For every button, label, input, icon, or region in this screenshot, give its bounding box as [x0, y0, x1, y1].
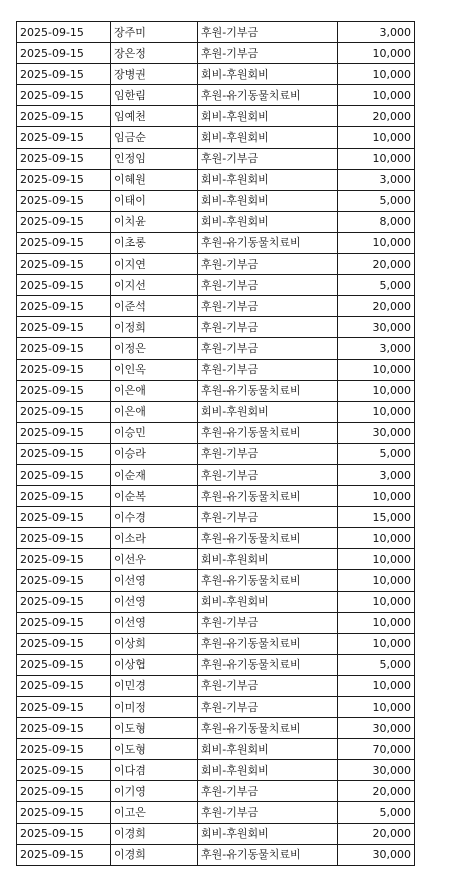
date-cell: 2025-09-15 — [17, 296, 111, 317]
donor-name-cell: 이수경 — [111, 507, 198, 528]
donation-type-cell: 회비-후원회비 — [198, 106, 338, 127]
donor-name-cell: 인정임 — [111, 148, 198, 169]
table-row — [17, 528, 415, 549]
donor-name-cell: 이도형 — [111, 718, 198, 739]
donation-type-cell: 후원-유기동물치료비 — [198, 422, 338, 443]
amount-cell: 10,000 — [338, 232, 415, 253]
table-row — [17, 169, 415, 190]
amount-cell: 10,000 — [338, 85, 415, 106]
donor-name-cell: 이미정 — [111, 697, 198, 718]
amount-cell: 20,000 — [338, 823, 415, 844]
donor-name-cell: 이고은 — [111, 802, 198, 823]
date-cell: 2025-09-15 — [17, 85, 111, 106]
table-row — [17, 254, 415, 275]
table-row — [17, 549, 415, 570]
donor-name-cell: 이초롱 — [111, 232, 198, 253]
donation-type-cell: 후원-유기동물치료비 — [198, 85, 338, 106]
date-cell: 2025-09-15 — [17, 254, 111, 275]
date-cell: 2025-09-15 — [17, 612, 111, 633]
donor-name-cell: 이선영 — [111, 612, 198, 633]
amount-cell: 3,000 — [338, 22, 415, 43]
donor-name-cell: 임한림 — [111, 85, 198, 106]
date-cell: 2025-09-15 — [17, 675, 111, 696]
donor-name-cell: 이민경 — [111, 675, 198, 696]
table-row — [17, 443, 415, 464]
donor-name-cell: 이기영 — [111, 781, 198, 802]
date-cell: 2025-09-15 — [17, 22, 111, 43]
table-row — [17, 338, 415, 359]
donor-name-cell: 이다겸 — [111, 760, 198, 781]
table-row — [17, 232, 415, 253]
table-row — [17, 675, 415, 696]
amount-cell: 10,000 — [338, 43, 415, 64]
donation-type-cell: 회비-후원회비 — [198, 64, 338, 85]
table-row — [17, 64, 415, 85]
date-cell: 2025-09-15 — [17, 401, 111, 422]
donor-name-cell: 이상희 — [111, 633, 198, 654]
amount-cell: 10,000 — [338, 64, 415, 85]
table-row — [17, 718, 415, 739]
date-cell: 2025-09-15 — [17, 697, 111, 718]
donor-name-cell: 이혜원 — [111, 169, 198, 190]
donor-name-cell: 이인옥 — [111, 359, 198, 380]
donation-type-cell: 후원-유기동물치료비 — [198, 570, 338, 591]
table-row — [17, 486, 415, 507]
donor-name-cell: 임예천 — [111, 106, 198, 127]
donor-name-cell: 이소라 — [111, 528, 198, 549]
date-cell: 2025-09-15 — [17, 275, 111, 296]
donor-name-cell: 이정은 — [111, 338, 198, 359]
donor-name-cell: 이경희 — [111, 844, 198, 865]
ledger-body — [17, 22, 415, 866]
amount-cell: 30,000 — [338, 317, 415, 338]
donation-type-cell: 후원-기부금 — [198, 697, 338, 718]
amount-cell: 30,000 — [338, 718, 415, 739]
donation-type-cell: 후원-유기동물치료비 — [198, 718, 338, 739]
date-cell: 2025-09-15 — [17, 718, 111, 739]
amount-cell: 5,000 — [338, 190, 415, 211]
table-row — [17, 739, 415, 760]
date-cell: 2025-09-15 — [17, 486, 111, 507]
donation-type-cell: 후원-기부금 — [198, 275, 338, 296]
donation-type-cell: 후원-기부금 — [198, 443, 338, 464]
donor-name-cell: 이지연 — [111, 254, 198, 275]
date-cell: 2025-09-15 — [17, 422, 111, 443]
donation-ledger-table — [16, 21, 415, 866]
donation-type-cell: 후원-유기동물치료비 — [198, 844, 338, 865]
donor-name-cell: 이태이 — [111, 190, 198, 211]
table-row — [17, 317, 415, 338]
amount-cell: 15,000 — [338, 507, 415, 528]
donation-type-cell: 회비-후원회비 — [198, 401, 338, 422]
amount-cell: 5,000 — [338, 275, 415, 296]
date-cell: 2025-09-15 — [17, 43, 111, 64]
donation-type-cell: 후원-기부금 — [198, 148, 338, 169]
date-cell: 2025-09-15 — [17, 507, 111, 528]
amount-cell: 10,000 — [338, 359, 415, 380]
amount-cell: 20,000 — [338, 106, 415, 127]
donation-type-cell: 후원-기부금 — [198, 338, 338, 359]
donation-type-cell: 후원-유기동물치료비 — [198, 654, 338, 675]
amount-cell: 10,000 — [338, 675, 415, 696]
table-row — [17, 211, 415, 232]
donation-type-cell: 후원-기부금 — [198, 507, 338, 528]
donor-name-cell: 이지선 — [111, 275, 198, 296]
donor-name-cell: 이선영 — [111, 570, 198, 591]
date-cell: 2025-09-15 — [17, 528, 111, 549]
amount-cell: 10,000 — [338, 633, 415, 654]
donation-type-cell: 후원-기부금 — [198, 359, 338, 380]
donor-name-cell: 이정희 — [111, 317, 198, 338]
donor-name-cell: 이은애 — [111, 401, 198, 422]
date-cell: 2025-09-15 — [17, 380, 111, 401]
donation-type-cell: 후원-기부금 — [198, 317, 338, 338]
date-cell: 2025-09-15 — [17, 654, 111, 675]
amount-cell: 10,000 — [338, 612, 415, 633]
donation-type-cell: 후원-유기동물치료비 — [198, 486, 338, 507]
donor-name-cell: 이순복 — [111, 486, 198, 507]
date-cell: 2025-09-15 — [17, 127, 111, 148]
date-cell: 2025-09-15 — [17, 169, 111, 190]
amount-cell: 10,000 — [338, 148, 415, 169]
amount-cell: 30,000 — [338, 760, 415, 781]
donation-type-cell: 후원-기부금 — [198, 43, 338, 64]
date-cell: 2025-09-15 — [17, 64, 111, 85]
date-cell: 2025-09-15 — [17, 190, 111, 211]
amount-cell: 10,000 — [338, 401, 415, 422]
date-cell: 2025-09-15 — [17, 633, 111, 654]
date-cell: 2025-09-15 — [17, 802, 111, 823]
amount-cell: 10,000 — [338, 549, 415, 570]
donation-type-cell: 후원-유기동물치료비 — [198, 528, 338, 549]
date-cell: 2025-09-15 — [17, 359, 111, 380]
donation-type-cell: 회비-후원회비 — [198, 127, 338, 148]
amount-cell: 5,000 — [338, 802, 415, 823]
donor-name-cell: 장병권 — [111, 64, 198, 85]
amount-cell: 20,000 — [338, 296, 415, 317]
date-cell: 2025-09-15 — [17, 760, 111, 781]
amount-cell: 10,000 — [338, 380, 415, 401]
amount-cell: 10,000 — [338, 528, 415, 549]
date-cell: 2025-09-15 — [17, 106, 111, 127]
table-row — [17, 22, 415, 43]
table-row — [17, 190, 415, 211]
donation-type-cell: 후원-기부금 — [198, 254, 338, 275]
date-cell: 2025-09-15 — [17, 211, 111, 232]
donation-type-cell: 후원-기부금 — [198, 22, 338, 43]
date-cell: 2025-09-15 — [17, 781, 111, 802]
donation-type-cell: 후원-기부금 — [198, 781, 338, 802]
amount-cell: 20,000 — [338, 781, 415, 802]
donor-name-cell: 이승민 — [111, 422, 198, 443]
amount-cell: 10,000 — [338, 127, 415, 148]
amount-cell: 30,000 — [338, 422, 415, 443]
donor-name-cell: 장주미 — [111, 22, 198, 43]
table-row — [17, 148, 415, 169]
table-row — [17, 106, 415, 127]
date-cell: 2025-09-15 — [17, 464, 111, 485]
table-row — [17, 464, 415, 485]
date-cell: 2025-09-15 — [17, 844, 111, 865]
donation-type-cell: 회비-후원회비 — [198, 169, 338, 190]
donation-type-cell: 후원-기부금 — [198, 612, 338, 633]
amount-cell: 10,000 — [338, 697, 415, 718]
donation-type-cell: 회비-후원회비 — [198, 760, 338, 781]
donor-name-cell: 이준석 — [111, 296, 198, 317]
amount-cell: 5,000 — [338, 654, 415, 675]
date-cell: 2025-09-15 — [17, 549, 111, 570]
donation-type-cell: 회비-후원회비 — [198, 549, 338, 570]
table-row — [17, 127, 415, 148]
donor-name-cell: 이승라 — [111, 443, 198, 464]
donation-type-cell: 회비-후원회비 — [198, 591, 338, 612]
donation-type-cell: 후원-기부금 — [198, 464, 338, 485]
table-row — [17, 612, 415, 633]
donor-name-cell: 이상협 — [111, 654, 198, 675]
donor-name-cell: 이은애 — [111, 380, 198, 401]
donor-name-cell: 임금순 — [111, 127, 198, 148]
table-row — [17, 844, 415, 865]
date-cell: 2025-09-15 — [17, 148, 111, 169]
amount-cell: 30,000 — [338, 844, 415, 865]
amount-cell: 70,000 — [338, 739, 415, 760]
date-cell: 2025-09-15 — [17, 739, 111, 760]
table-row — [17, 507, 415, 528]
donor-name-cell: 이순재 — [111, 464, 198, 485]
donation-type-cell: 회비-후원회비 — [198, 190, 338, 211]
donor-name-cell: 이선영 — [111, 591, 198, 612]
amount-cell: 10,000 — [338, 570, 415, 591]
donor-name-cell: 이치윤 — [111, 211, 198, 232]
donor-name-cell: 이경희 — [111, 823, 198, 844]
date-cell: 2025-09-15 — [17, 570, 111, 591]
table-row — [17, 781, 415, 802]
table-row — [17, 760, 415, 781]
donation-type-cell: 후원-기부금 — [198, 296, 338, 317]
donation-type-cell: 회비-후원회비 — [198, 823, 338, 844]
date-cell: 2025-09-15 — [17, 232, 111, 253]
date-cell: 2025-09-15 — [17, 317, 111, 338]
donor-name-cell: 장은정 — [111, 43, 198, 64]
table-row — [17, 275, 415, 296]
date-cell: 2025-09-15 — [17, 338, 111, 359]
table-row — [17, 43, 415, 64]
donation-type-cell: 회비-후원회비 — [198, 211, 338, 232]
amount-cell: 8,000 — [338, 211, 415, 232]
table-row — [17, 401, 415, 422]
table-row — [17, 823, 415, 844]
date-cell: 2025-09-15 — [17, 443, 111, 464]
table-row — [17, 591, 415, 612]
table-row — [17, 296, 415, 317]
donation-type-cell: 후원-유기동물치료비 — [198, 380, 338, 401]
table-row — [17, 380, 415, 401]
table-row — [17, 359, 415, 380]
donation-type-cell: 회비-후원회비 — [198, 739, 338, 760]
donation-type-cell: 후원-유기동물치료비 — [198, 633, 338, 654]
table-row — [17, 85, 415, 106]
amount-cell: 20,000 — [338, 254, 415, 275]
donor-name-cell: 이선우 — [111, 549, 198, 570]
donation-type-cell: 후원-기부금 — [198, 675, 338, 696]
table-row — [17, 654, 415, 675]
table-row — [17, 422, 415, 443]
table-row — [17, 802, 415, 823]
amount-cell: 5,000 — [338, 443, 415, 464]
amount-cell: 10,000 — [338, 486, 415, 507]
amount-cell: 3,000 — [338, 169, 415, 190]
date-cell: 2025-09-15 — [17, 823, 111, 844]
donation-type-cell: 후원-기부금 — [198, 802, 338, 823]
date-cell: 2025-09-15 — [17, 591, 111, 612]
donation-type-cell: 후원-유기동물치료비 — [198, 232, 338, 253]
amount-cell: 3,000 — [338, 338, 415, 359]
donor-name-cell: 이도형 — [111, 739, 198, 760]
amount-cell: 3,000 — [338, 464, 415, 485]
table-row — [17, 570, 415, 591]
amount-cell: 10,000 — [338, 591, 415, 612]
table-row — [17, 697, 415, 718]
table-row — [17, 633, 415, 654]
